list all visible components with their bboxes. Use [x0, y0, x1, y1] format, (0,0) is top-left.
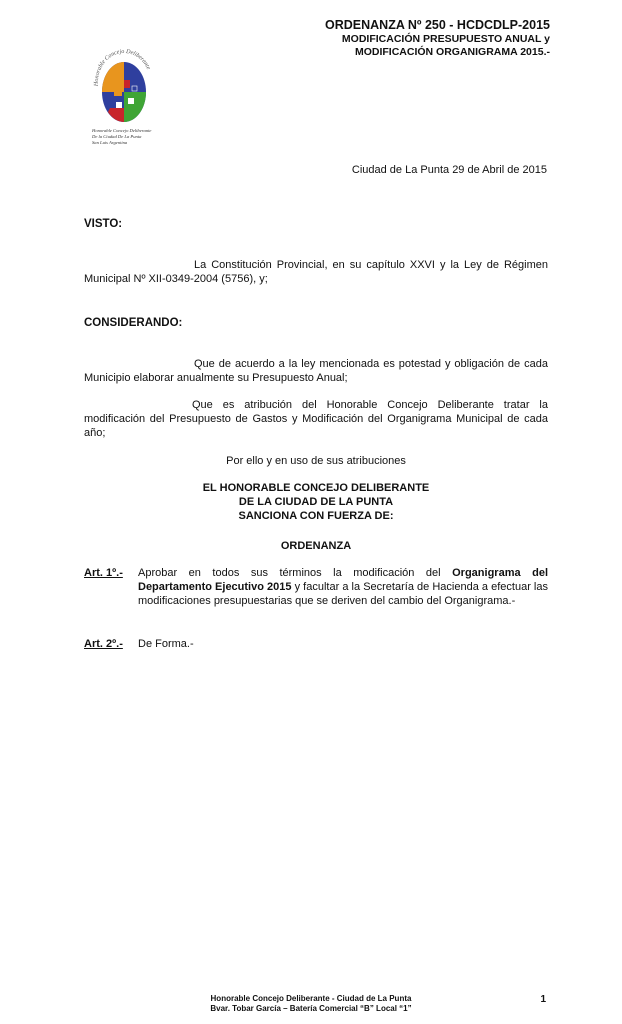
- document-footer: [0, 994, 622, 1014]
- visto-paragraph: [84, 258, 548, 286]
- subtitle-line-2: MODIFICACIÓN ORGANIGRAMA 2015.-: [354, 46, 550, 58]
- subtitle-line-1: MODIFICACIÓN PRESUPUESTO ANUAL y: [341, 33, 550, 45]
- logo-arc-text: Honorable Concejo Deliberante: [93, 48, 152, 87]
- considerando-text-2: Que es atribución del Honorable Concejo Deliberante tratar la modificación del Presupuesto de Gastos y Modificación del Organigrama Municipal de cada año;: [84, 399, 548, 439]
- article-1-text-bold: Organigrama del Departamento Ejecutivo 2015: [138, 567, 549, 593]
- visto-text: La Constitución Provincial, en su capítulo XXVI y la Ley de Régimen Municipal Nº XII-0349-2004 (5756), y;: [84, 259, 548, 285]
- sanciona-line-2: DE LA CIUDAD DE LA PUNTA: [238, 496, 394, 508]
- article-2-text: De Forma.-: [138, 638, 194, 650]
- considerando-paragraph-1: [84, 357, 548, 385]
- logo-caption-1: Honorable Concejo Deliberante: [92, 128, 152, 133]
- visto-heading: VISTO:: [84, 218, 123, 230]
- article-2-label: Art. 2º.-: [84, 638, 123, 650]
- footer-line-1: Honorable Concejo Deliberante - Ciudad de La Punta: [210, 994, 412, 1003]
- considerando-paragraph-3: Por ello y en uso de sus atribuciones: [226, 455, 406, 467]
- page-number: 1: [540, 994, 546, 1005]
- sanciona-line-1: EL HONORABLE CONCEJO DELIBERANTE: [202, 482, 430, 494]
- article-1-text: [138, 566, 548, 608]
- ordenanza-title: ORDENANZA: [280, 540, 352, 552]
- document-header: [325, 18, 550, 59]
- document-date: Ciudad de La Punta 29 de Abril de 2015: [351, 164, 547, 176]
- logo-caption-2: De la Ciudad De La Punta: [92, 134, 142, 139]
- article-1-label: Art. 1º.-: [84, 567, 123, 579]
- considerando-heading: CONSIDERANDO:: [84, 317, 183, 329]
- considerando-paragraph-2: [84, 398, 548, 440]
- article-1-text-before: Aprobar en todos sus términos la modificación del: [138, 567, 453, 579]
- ordinance-number: ORDENANZA Nº 250 - HCDCDLP-2015: [325, 18, 550, 32]
- logo-caption-3: San Luis Argentina: [92, 140, 128, 145]
- footer-line-2: Bvar. Tobar García – Batería Comercial “B” Local “1”: [210, 1004, 412, 1013]
- article-1-text-after: y facultar a la Secretaría de Hacienda a efectuar las modificaciones presupuestarias que se deriven del cambio del Organigrama.-: [138, 581, 548, 607]
- sanciona-line-3: SANCIONA CON FUERZA DE:: [238, 510, 394, 522]
- council-emblem-icon: [84, 40, 164, 128]
- article-1: [84, 566, 548, 608]
- considerando-text-1: Que de acuerdo a la ley mencionada es potestad y obligación de cada Municipio elaborar anualmente su Presupuesto Anual;: [84, 358, 548, 384]
- article-2: [84, 637, 548, 651]
- council-logo: [84, 40, 164, 146]
